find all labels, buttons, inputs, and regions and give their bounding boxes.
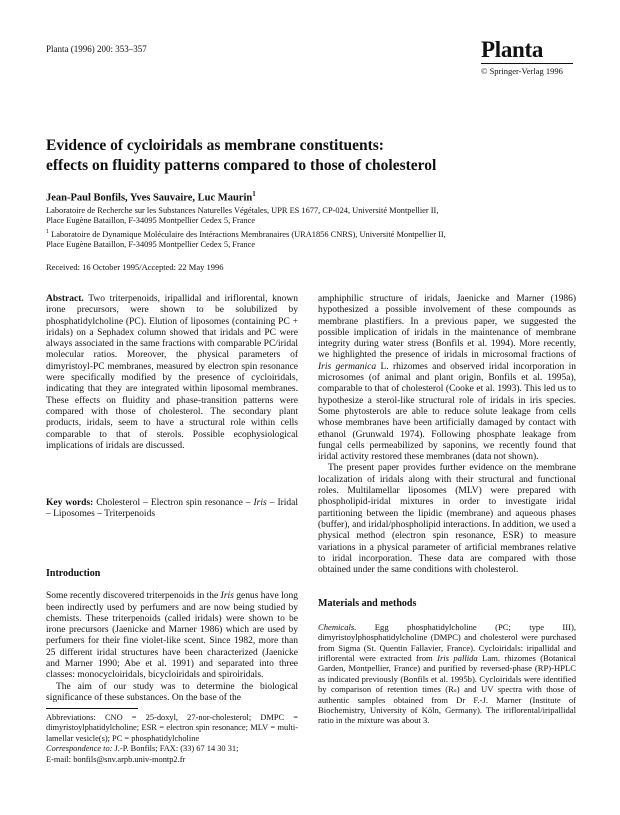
author-affiliation-mark: 1	[252, 190, 256, 198]
received-dates: Received: 16 October 1995/Accepted: 22 May 1996	[46, 262, 224, 272]
abstract-text: Two triterpenoids, iripallidal and iriflorental, known irone precursors, were shown to be solubilized by phosphatidylcholine (PC). Elution of liposomes (containing PC + iridals) on a Sephadex column showed that iridals and PC were always associated in the same fractions with comparable PC/iridal molecular ratios. Moreover, the physical parameters of dimyristoyl-PC membranes, measured by electron spin resonance were specifically modified by the presence of cycloiridals, indicating that they are integrated within liposomal membranes. These effects on fluidity and phase-transition patterns were compared with those of cholesterol. The secondary plant products, iridals, seem to have a structural role within cells comparable to that of sterols. Possible ecophysiological implications of iridals are discussed.	[46, 294, 298, 451]
journal-rule	[481, 63, 573, 64]
section-heading-introduction: Introduction	[46, 568, 101, 579]
running-head: Planta (1996) 200: 353–357	[46, 44, 147, 54]
text-run: Lam. rhizomes (Botanical Garden, Montpellier, France) and purified by reversed-phase (RP)-HPLC as indicated previously (Bonfils et al. 1995b). Cycloiridals were identified by comparison of retention times (Rₛ) and UV spectra with those of authentic samples obtained from Dr F.-J. Marner (Institute of Biochemistry, University of Köln, Germany). The iriflorental/iripallidal ratio in the mixture was about 3.	[318, 652, 577, 726]
keyword: Triterpenoids	[104, 509, 156, 520]
body-paragraph: The present paper provides further evidence on the membrane localization of iridals along with their structural and functional roles. Multilamellar liposomes (MLV) were prepared with phospholipid-iridal mixtures in order to investigate iridal partitioning between the lipidic (membrane) and aqueous phases (buffer), and iridal/phospholipid interactions. In addition, we used a physical method (electron spin resonance, ESR) to measure variations in a physical parameter of artificial membranes relative to iridal incorporation. These data are compared with those obtained under the same conditions with cholesterol.	[318, 463, 576, 576]
email-footnote: E-mail: bonfils@snv.arpb.univ-montp2.fr	[46, 754, 186, 764]
abstract	[46, 294, 298, 488]
footnotes	[46, 713, 298, 765]
text-run: L. rhizomes and observed iridal incorporation in microsomes (of animal and plant origin, Bonfils et al. 1995a), comparable to that of cholesterol (Cooke et al. 1993). This led us to hypothesize a sterol-like structural role of iridals in iris species. Some phytosterols are able to reduce solute leakage from cells whose membranes have been artificially damaged by contact with ethanol (Grunwald 1974). Following phosphate leakage from fungal cells permeabilized by saponins, we recently found that iridal activity restored these membranes (data not shown).	[318, 361, 576, 463]
genus-name: Iris	[220, 591, 234, 602]
chemicals-label: Chemicals.	[318, 621, 357, 632]
affiliation-line-text: Laboratoire de Dynamique Moléculaire des Intéractions Membranaires (URA1856 CNRS), Université Montpellier II,	[51, 229, 446, 239]
keyword-separator: –	[94, 509, 105, 520]
section-heading-materials-methods: Materials and methods	[318, 598, 417, 610]
right-column	[318, 294, 576, 726]
affiliation-line: Place Eugène Bataillon, F-34095 Montpellier Cedex 5, France	[46, 240, 256, 250]
title-line: effects on fluidity patterns compared to those of cholesterol	[46, 157, 437, 174]
introduction-paragraph	[46, 591, 298, 681]
author-names: Jean-Paul Bonfils, Yves Sauvaire, Luc Maurin	[46, 192, 253, 204]
keyword: Electron spin resonance	[150, 498, 243, 508]
affiliation-mark: 1	[46, 228, 49, 235]
journal-name: Planta	[481, 37, 544, 62]
body-paragraph	[318, 294, 576, 463]
keywords-label: Key words:	[46, 498, 94, 508]
text-run: amphiphilic structure of iridals, Jaenicke and Marner (1986) hypothesized a possible involvement of these compounds as membrane plastifiers. In a previous paper, we suggested the possible implication of iridals in the maintenance of membrane integrity during water stress (Bonfils et al. 1994). More recently, we highlighted the presence of iridals in microsomal fractions of	[318, 294, 576, 361]
keywords-paragraph	[46, 498, 298, 521]
abstract-paragraph	[46, 294, 298, 452]
keyword: Iris	[253, 498, 267, 508]
correspondence-text: J.-P. Bonfils; FAX: (33) 67 14 30 31;	[114, 744, 239, 754]
correspondence-label: Correspondence to:	[46, 744, 113, 754]
affiliations	[46, 206, 586, 250]
left-column	[46, 294, 299, 754]
affiliation-line: Place Eugène Bataillon, F-34095 Montpellier Cedex 5, France	[46, 216, 256, 226]
text-run: Egg phosphatidylcholine (PC; type III), dimyristoylphosphatidylcholine (DMPC) and cholesterol were purchased from Sigma (St. Quentin Fallavier, France). Cycloiridals: iripallidal and iriflorental were extracted from	[318, 621, 576, 663]
keyword: Iridal	[277, 498, 299, 508]
footnote-rule	[46, 708, 138, 709]
journal-publisher: © Springer-Verlag 1996	[481, 66, 563, 76]
abbreviations-footnote: Abbreviations: CNO = 25-doxyl, 27-nor-cholesterol; DMPC = dimyristoylphatidylcholine; ESR = electron spin resonance; MLV = multi-lamellar vesicle(s); PC = phosphatidylcholine	[46, 713, 298, 743]
affiliation	[46, 227, 586, 251]
keyword-separator: –	[266, 498, 278, 508]
affiliation	[46, 206, 586, 227]
text-run: genus have long been indirectly used by perfumers and are now being studied by chemists. These triterpenoids (called iridals) were shown to be irone precursors (Jaenicke and Marner 1986) which are used by perfumers for their fine violet-like scent. Since 1982, more than 25 different iridal structures have been characterized (Jaenicke and Marner 1990; Abe et al. 1991) and separated into three classes: monocycloiridals, bicycloiridals and spiroiridals.	[46, 591, 298, 681]
abstract-label: Abstract.	[46, 294, 84, 304]
keywords	[46, 498, 298, 538]
text-run: Some recently discovered triterpenoids in the	[46, 591, 221, 602]
affiliation-line	[46, 227, 586, 240]
keyword-separator: –	[242, 498, 254, 508]
correspondence-footnote	[46, 744, 298, 754]
journal-logo	[481, 38, 577, 77]
keyword: Liposomes	[53, 509, 95, 520]
species-name: Iris germanica	[318, 361, 377, 372]
affiliation-line: Laboratoire de Recherche sur les Substances Naturelles Végétales, UPR ES 1677, CP-024, Université Montpellier II,	[46, 206, 439, 215]
keyword-separator: –	[46, 509, 54, 520]
keyword: Cholesterol	[96, 498, 141, 508]
chemicals-paragraph	[318, 622, 576, 726]
species-name: Iris pallida	[437, 652, 478, 663]
authors	[46, 190, 256, 204]
introduction-paragraph: The aim of our study was to determine the biological significance of these substances. On the base of the	[46, 681, 298, 703]
title-line: Evidence of cycloiridals as membrane constituents:	[46, 137, 384, 154]
article-title	[46, 136, 576, 176]
keyword-separator: –	[140, 498, 151, 508]
